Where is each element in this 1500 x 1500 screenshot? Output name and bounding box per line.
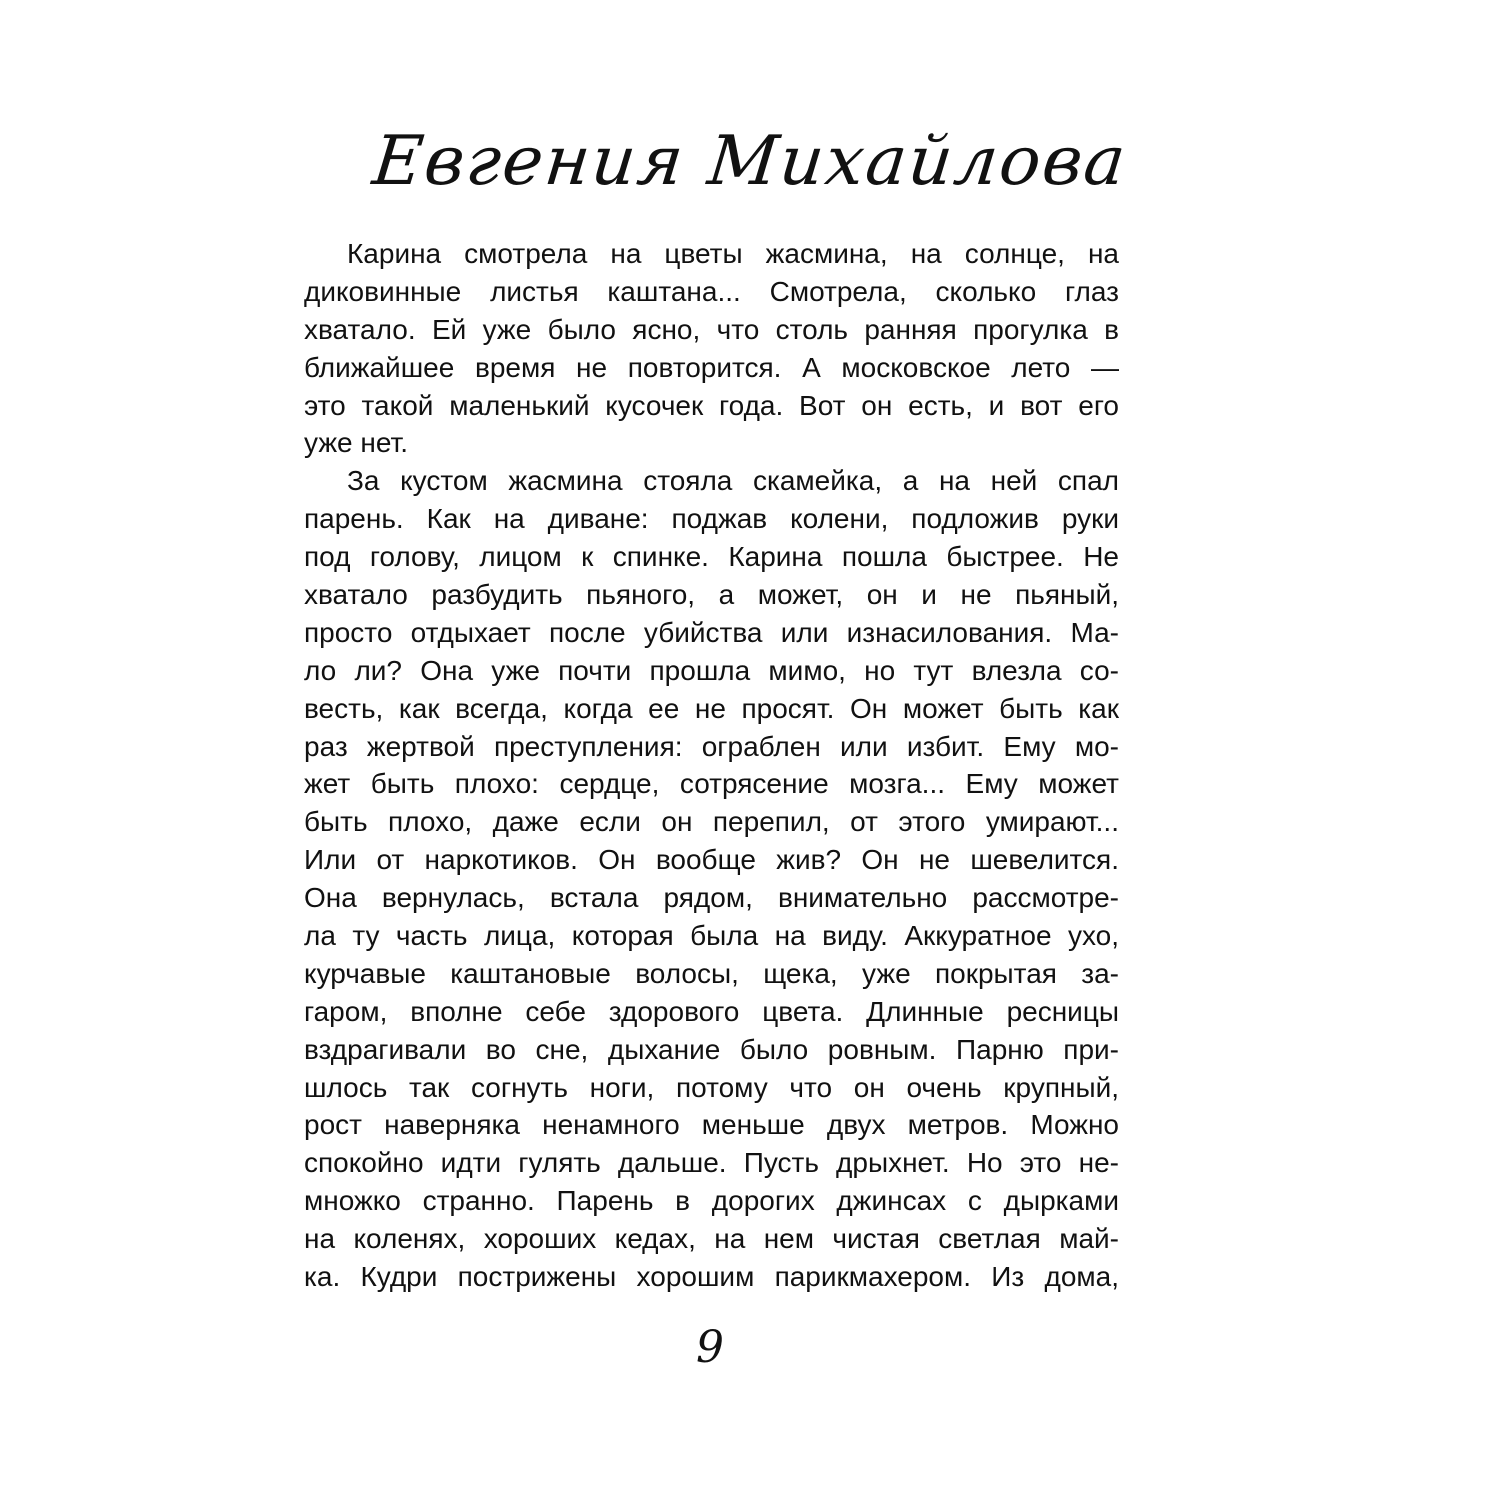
- text-line: Или от наркотиков. Он вообще жив? Он не шевелится.: [304, 844, 1119, 876]
- text-line: спокойно идти гулять дальше. Пусть дрыхнет. Но это не-: [304, 1147, 1119, 1179]
- text-line: За кустом жасмина стояла скамейка, а на ней спал: [347, 465, 1119, 497]
- body-text: [304, 235, 1119, 1296]
- text-line: диковинные листья каштана... Смотрела, сколько глаз: [304, 275, 1119, 307]
- text-line: рост наверняка ненамного меньше двух метров. Можно: [304, 1109, 1119, 1141]
- text-line: гаром, вполне себе здорового цвета. Длинные ресницы: [304, 995, 1119, 1027]
- text-line: хватало разбудить пьяного, а может, он и не пьяный,: [304, 579, 1119, 611]
- text-line: шлось так согнуть ноги, потому что он очень крупный,: [304, 1071, 1119, 1103]
- text-line: курчавые каштановые волосы, щека, уже покрытая за-: [304, 957, 1119, 989]
- author-name-header: Евгения Михайлова: [369, 122, 1131, 201]
- text-line: ближайшее время не повторится. А московское лето —: [304, 351, 1119, 383]
- text-line: вздрагивали во сне, дыхание было ровным. Парню при-: [304, 1033, 1119, 1065]
- text-line: ка. Кудри пострижены хорошим парикмахером. Из дома,: [304, 1261, 1119, 1293]
- text-line: ла ту часть лица, которая была на виду. Аккуратное ухо,: [304, 920, 1119, 952]
- text-line: парень. Как на диване: поджав колени, подложив руки: [304, 503, 1119, 535]
- text-line: жет быть плохо: сердце, сотрясение мозга... Ему может: [304, 768, 1119, 800]
- text-line: хватало. Ей уже было ясно, что столь ранняя прогулка в: [304, 313, 1119, 345]
- text-line: уже нет.: [304, 427, 409, 459]
- text-line: Карина смотрела на цветы жасмина, на солнце, на: [347, 238, 1119, 269]
- page-number: 9: [696, 1322, 724, 1373]
- text-line: просто отдыхает после убийства или изнасилования. Ма-: [304, 616, 1119, 648]
- paragraph: [304, 462, 1119, 1296]
- paragraph: [304, 235, 1119, 462]
- text-line: весть, как всегда, когда ее не просят. Он может быть как: [304, 692, 1119, 724]
- text-line: на коленях, хороших кедах, на нем чистая светлая май-: [304, 1223, 1119, 1255]
- text-line: ло ли? Она уже почти прошла мимо, но тут влезла со-: [304, 654, 1119, 686]
- text-line: раз жертвой преступления: ограблен или избит. Ему мо-: [304, 730, 1119, 762]
- text-line: множко странно. Парень в дорогих джинсах с дырками: [304, 1185, 1119, 1217]
- text-line: быть плохо, даже если он перепил, от этого умирают...: [304, 806, 1119, 838]
- text-line: это такой маленький кусочек года. Вот он есть, и вот его: [304, 389, 1119, 421]
- text-line: Она вернулась, встала рядом, внимательно рассмотре-: [304, 882, 1119, 914]
- text-line: под голову, лицом к спинке. Карина пошла быстрее. Не: [304, 541, 1119, 573]
